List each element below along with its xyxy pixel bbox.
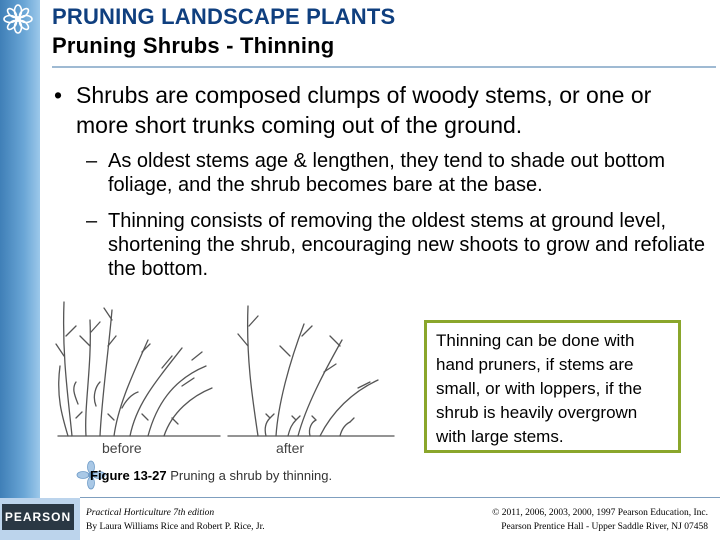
footer-divider [80,497,720,498]
shrub-illustration-before [56,302,220,436]
dash-mark: – [86,150,98,172]
footer-copyright [492,506,708,534]
main-bullet [54,80,704,140]
page-title: PRUNING LANDSCAPE PLANTS [52,4,396,29]
sub-bullet-text: As oldest stems age & lengthen, they tend to shade out bottom foliage, and the shrub becomes bare at the base. [108,150,666,196]
sub-bullet [86,149,706,197]
pearson-logo: PEARSON [2,504,74,530]
page-subtitle: Pruning Shrubs - Thinning [52,33,335,58]
book-authors: By Laura Williams Rice and Robert P. Rice, Jr. [86,522,265,532]
bullet-mark: • [54,82,63,108]
callout-box: Thinning can be done with hand pruners, if stems are small, or with loppers, if the shrub is heavily overgrown with large stems. [424,320,681,453]
flower-icon [3,4,33,34]
sub-bullet-text: Thinning consists of removing the oldest stems at ground level, shortening the shrub, encouraging new shoots to grow and refoliate the bottom. [108,210,706,280]
figure-label-after: after [276,440,305,456]
copyright-line: © 2011, 2006, 2003, 2000, 1997 Pearson Education, Inc. [492,508,708,518]
dash-mark: – [86,210,98,232]
sub-bullet [86,209,706,281]
figure-caption [90,468,332,483]
book-title: Practical Horticulture 7th edition [86,508,215,518]
shrub-illustration-after [228,306,394,436]
title-divider [52,66,716,68]
figure-number: Figure 13-27 [90,468,167,483]
left-sidebar-band [0,0,40,498]
figure-label-before: before [102,440,142,456]
figure-caption-text: Pruning a shrub by thinning. [166,468,333,483]
footer-book-info [86,506,265,534]
publisher-line: Pearson Prentice Hall - Upper Saddle River, NJ 07458 [501,522,708,532]
shrub-figure [52,296,412,462]
main-bullet-text: Shrubs are composed clumps of woody stems, or one or more short trunks coming out of the ground. [76,82,652,138]
